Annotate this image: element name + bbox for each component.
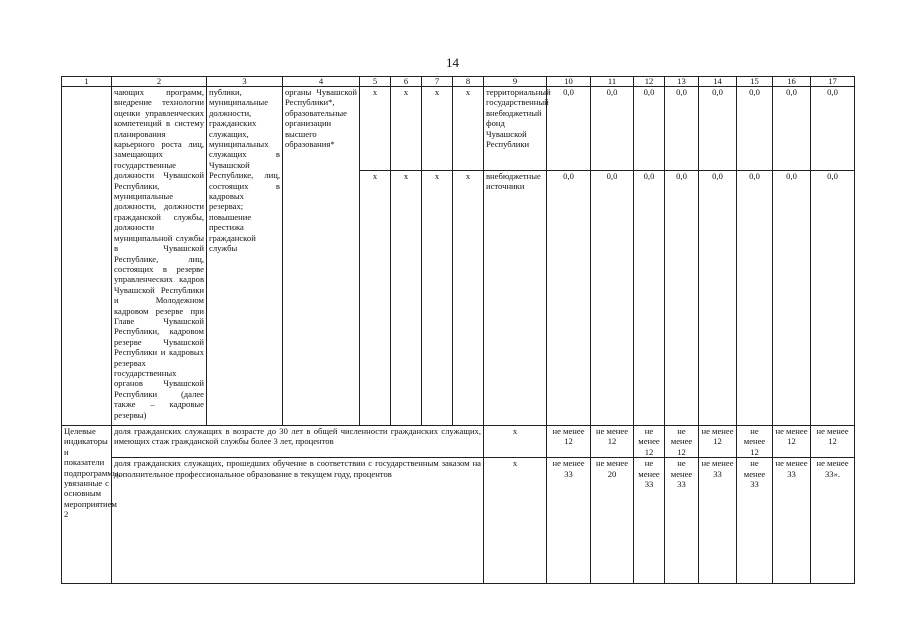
executors: органы Чувашской Республики*, образовательные организации высшего образования* — [283, 87, 360, 426]
value-cell: 0,0 — [665, 87, 699, 171]
value-cell: 0,0 — [737, 171, 773, 426]
value-cell: 0,0 — [811, 87, 855, 171]
value-cell: 0,0 — [547, 87, 591, 171]
indicator-mark: х — [484, 458, 547, 584]
col-num: 9 — [484, 77, 547, 87]
col-num: 10 — [547, 77, 591, 87]
col-num: 3 — [207, 77, 283, 87]
col-num: 13 — [665, 77, 699, 87]
program-table — [61, 76, 855, 584]
mark-cell: х — [391, 87, 422, 171]
funding-row-a — [62, 87, 855, 171]
col-num: 17 — [811, 77, 855, 87]
col-num: 8 — [453, 77, 484, 87]
page-number: 14 — [446, 55, 459, 70]
col-num: 5 — [360, 77, 391, 87]
value-cell: 0,0 — [699, 171, 737, 426]
value-cell: 0,0 — [699, 87, 737, 171]
col-num: 16 — [773, 77, 811, 87]
value-cell: 0,0 — [773, 87, 811, 171]
indicator-row-1 — [62, 426, 855, 458]
col-num: 12 — [634, 77, 665, 87]
col-num: 7 — [422, 77, 453, 87]
activity-description: чающих программ, внедрение технологии оценки управленческих компетенций в систему планирования карьерного роста лиц, замещающих государственные должности Чувашской Республики, муниципальные должности, должности гражданской службы, должности муниципальной службы в Чувашской Республике, лиц, состоящих в резерве управленческих кадров Чувашской Республики и Молодежном кадровом резерве при Главе Чувашской Республики, кадровом резерве Чувашской Республики и кадровых резервах государственных органов Чувашской Республики (далее также – кадровые резервы) — [112, 87, 207, 426]
value-cell: 0,0 — [591, 171, 634, 426]
value-cell: 0,0 — [811, 171, 855, 426]
indicator-value: не менее 20 — [591, 458, 634, 584]
col-num: 2 — [112, 77, 207, 87]
expected-results: публики, муниципальные должности, гражданских служащих, муниципальных служащих в Чувашской Республике, лиц, состоящих в кадровых резервах; повышение престижа гражданской службы — [207, 87, 283, 426]
indicator-value: не менее 33 — [547, 458, 591, 584]
indicator-value: не менее 12 — [591, 426, 634, 458]
indicator-text: доля гражданских служащих, прошедших обучение в соответствии с государственным заказом на дополнительное профессиональное образование в текущем году, процентов — [112, 458, 484, 584]
indicators-label: Целевые индикаторы и показатели подпрограммы, увязанные с основным мероприятием 2 — [62, 426, 112, 584]
mark-cell: х — [453, 87, 484, 171]
indicator-value: не менее 33». — [811, 458, 855, 584]
mark-cell: х — [453, 171, 484, 426]
value-cell: 0,0 — [634, 87, 665, 171]
value-cell: 0,0 — [591, 87, 634, 171]
funding-source: внебюджетные источники — [484, 171, 547, 426]
indicator-value: не менее 33 — [737, 458, 773, 584]
mark-cell: х — [391, 171, 422, 426]
indicator-value: не менее 33 — [773, 458, 811, 584]
indicator-value: не менее 33 — [634, 458, 665, 584]
mark-cell: х — [360, 171, 391, 426]
empty-cell — [62, 87, 112, 426]
indicator-value: не менее 12 — [811, 426, 855, 458]
mark-cell: х — [422, 87, 453, 171]
indicator-value: не менее 12 — [634, 426, 665, 458]
col-num: 6 — [391, 77, 422, 87]
mark-cell: х — [422, 171, 453, 426]
funding-source: территориальный государственный внебюджетный фонд Чувашской Республики — [484, 87, 547, 171]
indicator-value: не менее 33 — [699, 458, 737, 584]
col-num: 11 — [591, 77, 634, 87]
value-cell: 0,0 — [773, 171, 811, 426]
column-number-row — [62, 77, 855, 87]
value-cell: 0,0 — [737, 87, 773, 171]
indicator-row-2 — [62, 458, 855, 584]
indicator-text: доля гражданских служащих в возрасте до 30 лет в общей численности гражданских служащих, имеющих стаж гражданской службы более 3 лет, процентов — [112, 426, 484, 458]
indicator-value: не менее 12 — [773, 426, 811, 458]
value-cell: 0,0 — [634, 171, 665, 426]
indicator-value: не менее 12 — [699, 426, 737, 458]
value-cell: 0,0 — [547, 171, 591, 426]
indicator-value: не менее 12 — [737, 426, 773, 458]
indicator-mark: х — [484, 426, 547, 458]
indicator-value: не менее 12 — [665, 426, 699, 458]
mark-cell: х — [360, 87, 391, 171]
col-num: 4 — [283, 77, 360, 87]
col-num: 1 — [62, 77, 112, 87]
col-num: 14 — [699, 77, 737, 87]
indicator-value: не менее 33 — [665, 458, 699, 584]
indicator-value: не менее 12 — [547, 426, 591, 458]
col-num: 15 — [737, 77, 773, 87]
value-cell: 0,0 — [665, 171, 699, 426]
